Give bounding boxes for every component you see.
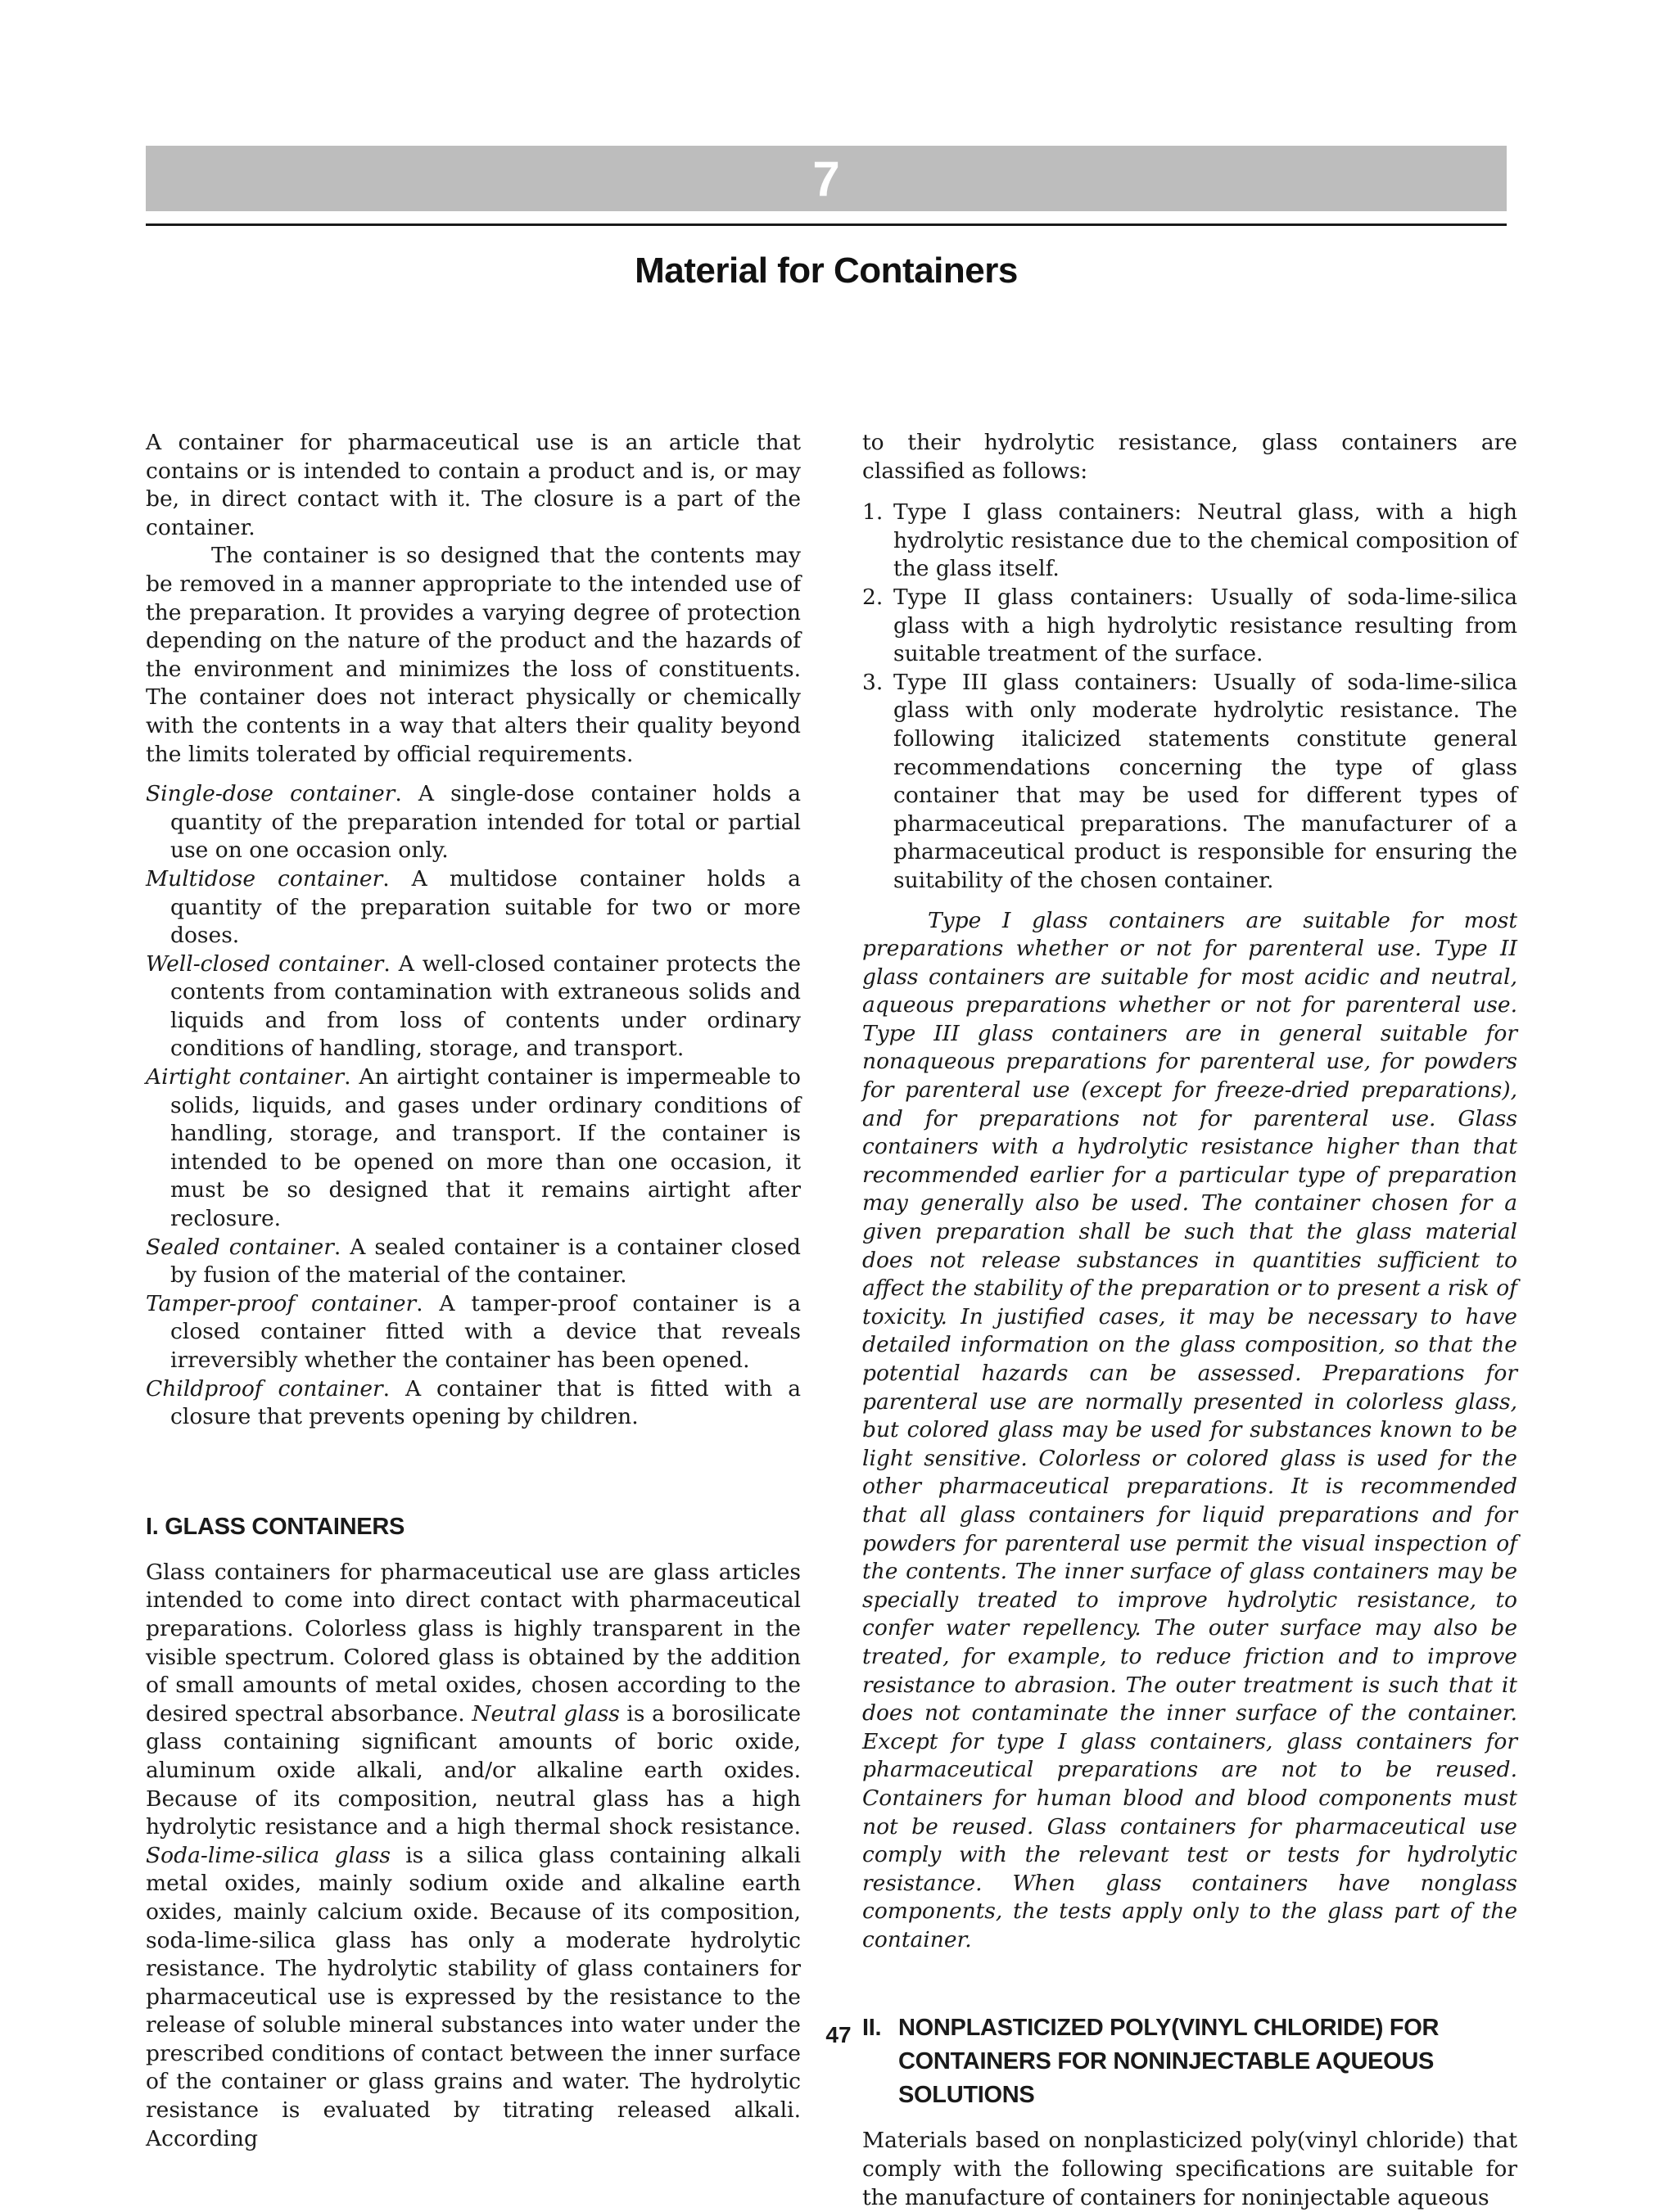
definition-text: . A container that is fitted with a closure that prevents opening by children. [170, 1375, 801, 1430]
definition-term: Childproof container [146, 1375, 383, 1402]
list-item-text: Type III glass containers: Usually of soda-lime-silica glass with only moderate hydrolytic resistance. The following italicized statements constitute general recommendations concerning the type of glass container that may be used for different types of pharmaceutical preparations. The manufacturer of a pharmaceutical product is responsible for ensuring the suitability of the chosen container. [893, 669, 1517, 893]
definition-item [146, 1063, 801, 1234]
definition-term: Single-dose container [146, 781, 396, 807]
definition-item [146, 950, 801, 1063]
definition-item [146, 1234, 801, 1290]
list-item-text: Type I glass containers: Neutral glass, with a high hydrolytic resistance due to the chemical composition of the glass itself. [893, 499, 1517, 582]
definition-text: . A well-closed container protects the contents from contamination with extraneous solids and liquids and from loss of contents under ordinary conditions of handling, storage, and transport. [170, 950, 801, 1062]
section-heading-marker: II. [862, 2015, 882, 2042]
definition-item [146, 780, 801, 865]
list-item-text: Type II glass containers: Usually of soda-lime-silica glass with a high hydrolytic resistance resulting from suitable treatment of the surface. [893, 584, 1517, 667]
definition-term: Airtight container [146, 1064, 345, 1090]
chapter-number: 7 [812, 151, 840, 206]
glass-text-2: is a borosilicate glass containing significant amounts of boric oxide, aluminum oxide alkali, and/or alkaline earth oxides. Because of its composition, neutral glass has a high hydrolytic resistance and a high thermal shock resistance. [146, 1700, 801, 1840]
list-marker: 1. [862, 499, 884, 526]
chapter-title: Material for Containers [635, 251, 1018, 291]
classification-intro: to their hydrolytic resistance, glass containers are classified as follows: [862, 430, 1517, 484]
definition-text: . A tamper-proof container is a closed container fitted with a device that reveals irreversibly whether the container has been opened. [170, 1290, 801, 1373]
definition-item [146, 865, 801, 950]
glass-containers-paragraph [146, 1559, 801, 2153]
glass-text-3: is a silica glass containing alkali metal oxides, mainly sodium oxide and alkaline earth oxides, mainly calcium oxide. Because of its composition, soda-lime-silica glass has only a moderate hydrolytic resistance. The hydrolytic stability of glass containers for pharmaceutical use is expressed by the resistance to the release of soluble mineral substances into water under the prescribed conditions of contact between the inner surface of the container or glass grains and water. The hydrolytic resistance is evaluated by titrating released alkali. According [146, 1842, 801, 2151]
definition-text: . A sealed container is a container closed by fusion of the material of the container. [170, 1234, 802, 1289]
list-marker: 3. [862, 669, 884, 695]
intro-paragraph-1: A container for pharmaceutical use is an article that contains or is intended to contain a product and is, or may be, in direct contact with it. The closure is a part of the container. [146, 430, 801, 540]
header-rule [146, 223, 1507, 226]
glass-term-neutral: Neutral glass [472, 1700, 620, 1727]
definition-term: Well-closed container [146, 950, 384, 977]
container-definitions [146, 780, 801, 1432]
list-marker: 2. [862, 584, 884, 610]
glass-text-1: Glass containers for pharmaceutical use are glass articles intended to come into direct contact with pharmaceutical preparations. Colorless glass is highly transparent in the visible spectrum. Colored glass is obtained by the addition of small amounts of metal oxides, chosen according to the desired spectral absorbance. [146, 1559, 801, 1727]
right-column [862, 429, 1517, 2212]
list-item [862, 669, 1517, 896]
definition-text: . A multidose container holds a quantity of the preparation suitable for two or more doses. [170, 865, 801, 949]
definition-term: Multidose container [146, 865, 383, 892]
left-column [146, 429, 801, 2153]
chapter-number-banner [146, 146, 1507, 211]
section-heading-text: NONPLASTICIZED POLY(VINYL CHLORIDE) FOR CONTAINERS FOR NONINJECTABLE AQUEOUS SOLUTIONS [898, 2015, 1440, 2109]
list-item [862, 584, 1517, 669]
definition-term: Tamper-proof container [146, 1290, 417, 1316]
definition-term: Sealed container [146, 1234, 334, 1260]
definition-item [146, 1375, 801, 1432]
pvc-paragraph: Materials based on nonplasticized poly(vinyl chloride) that comply with the following specifications are suitable for the manufacture of containers for noninjectable aqueous [862, 2128, 1517, 2210]
definition-text: . An airtight container is impermeable to solids, liquids, and gases under ordinary conditions of handling, storage, and transport. If the container is intended to be opened on more than one occasion, it must be so designed that it remains airtight after reclosure. [170, 1064, 801, 1232]
list-item [862, 499, 1517, 584]
definition-item [146, 1290, 801, 1375]
glass-type-list [862, 499, 1517, 895]
glass-recommendations-italic: Type I glass containers are suitable for most preparations whether or not for parenteral use. Type II glass containers are suitable for most acidic and neutral, aqueous preparations whether or not for parenteral use. Type III glass containers are in general suitable for nonaqueous preparations for parenteral use, for powders for parenteral use (except for freeze-dried preparations), and for preparations not for parenteral use. Glass containers with a hydrolytic resistance higher than that recommended earlier for a particular type of preparation may generally also be used. The container chosen for a given preparation shall be such that the glass material does not release substances in quantities sufficient to affect the stability of the preparation or to present a risk of toxicity. In justified cases, it may be necessary to have detailed information on the glass composition, so that the potential hazards can be assessed. Preparations for parenteral use are normally presented in colorless glass, but colored glass may be used for substances known to be light sensitive. Colorless or colored glass is used for the other pharmaceutical preparations. It is recommended that all glass containers for liquid preparations and for powders for parenteral use permit the visual inspection of the contents. The inner surface of glass containers may be specially treated to improve hydrolytic resistance, to confer water repellency. The outer surface may also be treated, for example, to reduce friction and to improve resistance to abrasion. The outer treatment is such that it does not contaminate the inner surface of the container. Except for type I glass containers, glass containers for pharmaceutical preparations are not to be reused. Containers for human blood and blood components must not be reused. Glass containers for pharmaceutical use comply with the relevant test or tests for hydrolytic resistance. When glass containers have nonglass components, the tests apply only to the glass part of the container. [862, 907, 1517, 1952]
section-heading-glass-containers: I. GLASS CONTAINERS [146, 1513, 405, 1540]
page-number: 47 [825, 2022, 852, 2047]
definition-text: . A single-dose container holds a quantity of the preparation intended for total or partial use on one occasion only. [170, 781, 801, 864]
intro-paragraph-2: The container is so designed that the contents may be removed in a manner appropriate to the intended use of the preparation. It provides a varying degree of protection depending on the nature of the product and the hazards of the environment and minimizes the loss of constituents. The container does not interact physically or chemically with the contents in a way that alters their quality beyond the limits tolerated by official requirements. [146, 543, 801, 767]
glass-term-soda-lime: Soda-lime-silica glass [146, 1842, 391, 1868]
